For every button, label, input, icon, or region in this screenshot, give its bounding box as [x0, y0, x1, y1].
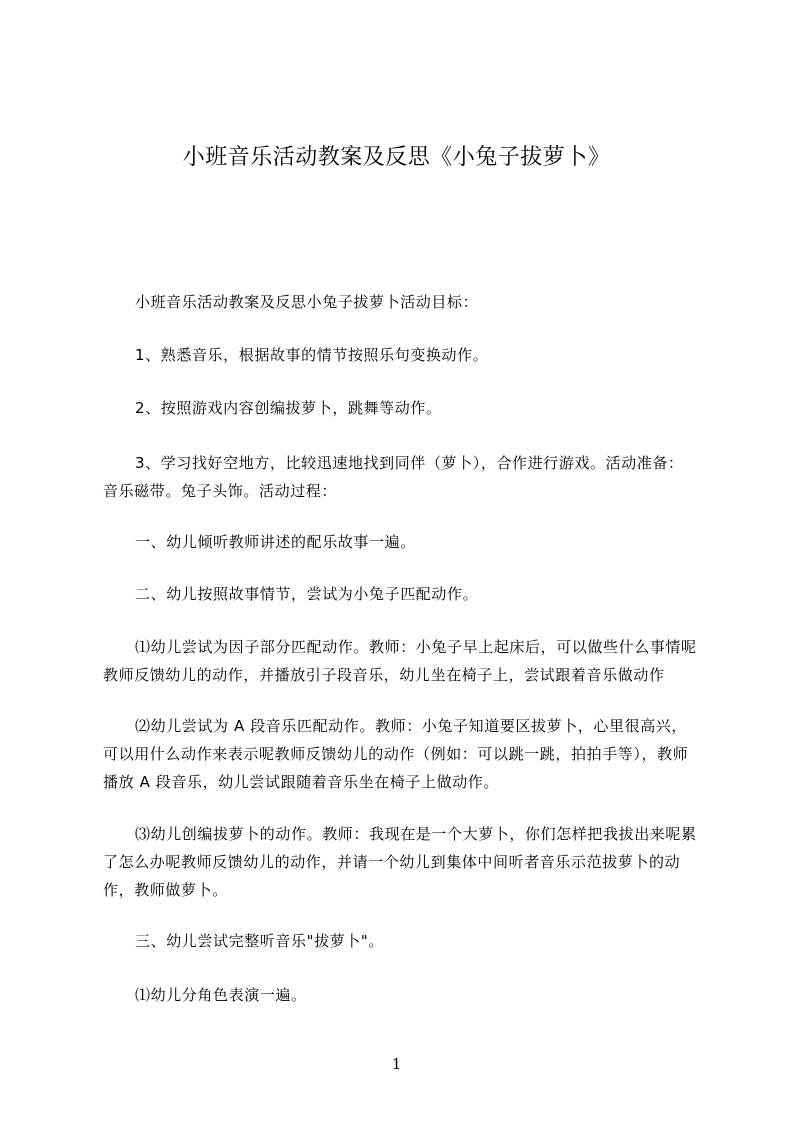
paragraph-step-2-2: ⑵幼儿尝试为 A 段音乐匹配动作。教师：小兔子知道要区拔萝卜，心里很高兴，可以用什么动作来表示呢教师反馈幼儿的动作（例如：可以跳一跳，拍拍手等），教师播放 A 段音乐，幼儿尝试跟随着音乐坐在椅子上做动作。 [103, 717, 689, 791]
page-number: 1 [391, 1055, 402, 1073]
paragraph-step-2-3: ⑶幼儿创编拔萝卜的动作。教师：我现在是一个大萝卜，你们怎样把我拔出来呢累了怎么办呢教师反馈幼儿的动作，并请一个幼儿到集体中间听者音乐示范拔萝卜的动作，教师做萝卜。 [103, 825, 697, 899]
paragraph-step-2: 二、幼儿按照故事情节，尝试为小兔子匹配动作。 [135, 585, 479, 603]
paragraph-goal-1: 1、熟悉音乐，根据故事的情节按照乐句变换动作。 [135, 346, 489, 364]
paragraph-step-2-1: ⑴幼儿尝试为因子部分匹配动作。教师：小兔子早上起床后，可以做些什么事情呢教师反馈幼儿的动作，并播放引子段音乐，幼儿坐在椅子上，尝试跟着音乐做动作 [103, 638, 697, 684]
paragraph-goal-3: 3、学习找好空地方，比较迅速地找到同伴（萝卜），合作进行游戏。活动准备：音乐磁带。兔子头饰。活动过程： [103, 454, 684, 500]
paragraph-intro: 小班音乐活动教案及反思小兔子拔萝卜活动目标： [135, 293, 479, 311]
paragraph-step-3-1: ⑴幼儿分角色表演一遍。 [135, 986, 307, 1004]
document-title: 小班音乐活动教案及反思《小兔子拔萝卜》 [182, 145, 611, 170]
paragraph-step-1: 一、幼儿倾听教师讲述的配乐故事一遍。 [135, 533, 416, 551]
paragraph-goal-2: 2、按照游戏内容创编拔萝卜，跳舞等动作。 [135, 399, 442, 417]
paragraph-step-3: 三、幼儿尝试完整听音乐"拔萝卜"。 [135, 932, 385, 950]
